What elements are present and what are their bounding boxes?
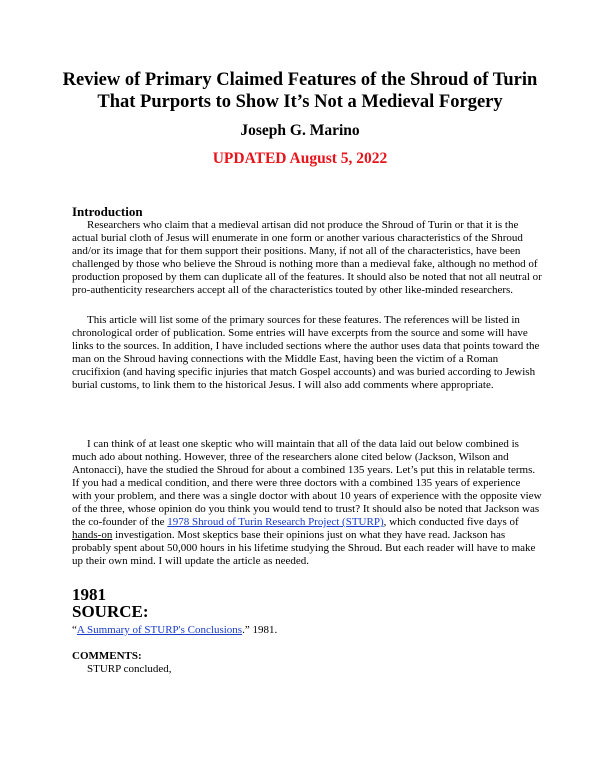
introduction-heading: Introduction	[72, 204, 143, 219]
author-name: Joseph G. Marino	[240, 122, 360, 139]
open-quote: “	[72, 624, 77, 636]
intro-paragraph-2-text: This article will list some of the primary sources for these features. The references will be listed in chronological order of publication. Some entries will have excerpts from the source and some will have links to the sources. In addition, I have included sections where the author uses data that points toward the man on the Shroud having connections with the Middle East, having been the victim of a Roman crucifixion (and having specific injuries that match Gospel accounts) and was buried according to Jewish burial customs, to link them to the historical Jesus. I will also add comments where appropriate.	[72, 314, 540, 391]
title-line-1: Review of Primary Claimed Features of the Shroud of Turin	[62, 70, 538, 90]
p3-text-part-3: investigation. Most skeptics base their opinions just on what they have read. Jackson has probably spent about 50,000 hours in his lifetime studying the Shroud. But each reader will have to make up their own mind. I will update the article as needed.	[72, 529, 536, 567]
source-heading: SOURCE:	[72, 602, 149, 621]
document-title	[40, 69, 560, 113]
intro-paragraph-1	[72, 219, 542, 297]
source-citation	[72, 624, 277, 637]
intro-paragraph-3	[72, 438, 542, 568]
entry-year: 1981	[72, 585, 106, 604]
comments-text: STURP concluded,	[87, 663, 172, 675]
intro-paragraph-2	[72, 314, 542, 392]
hands-on-underlined: hands-on	[72, 529, 113, 541]
citation-suffix: .” 1981.	[242, 624, 278, 636]
p3-text-part-1: I can think of at least one skeptic who will maintain that all of the data laid out below combined is much ado about nothing. However, three of the researchers alone cited below (Jackson, Wilson and Antonacci), have the studied the Shroud for about a combined 135 years. Let’s put this in relatable terms. If you had a medical condition, and there were three doctors with a combined 135 years of experience with your problem, and there was a single doctor with about 10 years of experience with the opposite view of the three, whose opinion do you think you would tend to trust? It should also be noted that Jackson was the co-founder of the	[72, 438, 542, 528]
p3-text-part-2: , which conducted five days of	[383, 516, 519, 528]
intro-paragraph-1-text: Researchers who claim that a medieval artisan did not produce the Shroud of Turin or that it is the actual burial cloth of Jesus will enumerate in one form or another various characteristics of the Shroud and/or its image that for them support their positions. Many, if not all of the characteristics, have been challenged by those who believe the Shroud is nothing more than a medieval fake, although no method of production proposed by them can duplicate all of the features. It should also be noted that not all neutral or pro-authenticity researchers accept all of the characteristics touted by other like-minded researchers.	[72, 219, 542, 296]
sturp-project-link[interactable]: 1978 Shroud of Turin Research Project (STURP)	[167, 516, 384, 528]
updated-date: UPDATED August 5, 2022	[212, 150, 388, 167]
intro-paragraph-3-text	[72, 438, 542, 568]
title-line-2: That Purports to Show It’s Not a Medieval Forgery	[97, 92, 503, 112]
sturp-conclusions-link[interactable]: A Summary of STURP's Conclusions	[76, 624, 243, 636]
comments-heading: COMMENTS:	[72, 650, 142, 662]
